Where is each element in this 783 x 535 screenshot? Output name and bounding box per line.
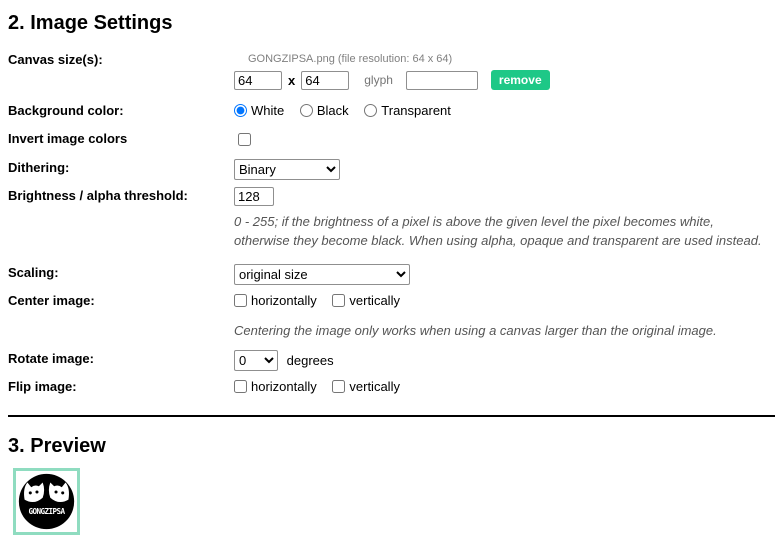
invert-colors-row: [8, 130, 775, 150]
bg-black-option[interactable]: [300, 102, 349, 119]
rotate-select[interactable]: [234, 350, 278, 371]
center-note-row: [8, 315, 775, 340]
canvas-height-input[interactable]: [301, 71, 349, 90]
threshold-description: 0 - 255; if the brightness of a pixel is above the given level the pixel becomes white, otherwise they become black. When using alpha, opaque and transparent are used instead.: [234, 214, 762, 248]
flip-image-label: Flip image:: [8, 379, 77, 394]
flip-horizontally-label: horizontally: [251, 379, 317, 394]
bg-white-option[interactable]: [234, 102, 284, 119]
preview-image-text: GONGZIPSA: [28, 506, 65, 516]
flip-image-row: [8, 378, 775, 397]
scaling-row: [8, 264, 775, 285]
glyph-input[interactable]: [406, 71, 478, 90]
preview-canvas: [13, 468, 80, 535]
section-divider: [8, 415, 775, 417]
size-separator: x: [288, 72, 296, 88]
preview-heading: 3. Preview: [8, 435, 106, 457]
bg-white-radio[interactable]: [234, 104, 247, 117]
center-vertically-option[interactable]: [332, 292, 400, 309]
canvas-size-row: [8, 51, 775, 90]
rotate-image-label: Rotate image:: [8, 351, 94, 366]
scaling-label: Scaling:: [8, 265, 59, 280]
center-note-text: Centering the image only works when using a canvas larger than the original image.: [234, 323, 717, 338]
flip-horizontally-checkbox[interactable]: [234, 380, 247, 393]
invert-colors-checkbox[interactable]: [238, 133, 251, 146]
file-info-text: GONGZIPSA.png (file resolution: 64 x 64): [248, 53, 453, 65]
threshold-input[interactable]: [234, 187, 274, 206]
flip-vertically-label: vertically: [349, 379, 400, 394]
dithering-row: [8, 159, 775, 180]
bg-transparent-option[interactable]: [364, 102, 451, 119]
bg-black-radio[interactable]: [300, 104, 313, 117]
glyph-label: glyph: [364, 72, 393, 87]
center-vertically-checkbox[interactable]: [332, 294, 345, 307]
preview-image: [16, 471, 77, 532]
canvas-size-label: Canvas size(s):: [8, 52, 103, 67]
flip-horizontally-option[interactable]: [234, 378, 317, 395]
flip-vertically-checkbox[interactable]: [332, 380, 345, 393]
center-horizontally-label: horizontally: [251, 293, 317, 308]
background-color-row: [8, 102, 775, 121]
bg-transparent-label: Transparent: [381, 103, 451, 118]
flip-vertically-option[interactable]: [332, 378, 400, 395]
threshold-label: Brightness / alpha threshold:: [8, 188, 188, 203]
bg-white-label: White: [251, 103, 285, 118]
rotate-image-row: [8, 350, 775, 371]
rotate-degrees-label: degrees: [286, 353, 334, 368]
center-vertically-label: vertically: [349, 293, 400, 308]
bg-transparent-radio[interactable]: [364, 104, 377, 117]
scaling-select[interactable]: [234, 264, 410, 285]
dithering-select[interactable]: [234, 159, 340, 180]
background-color-label: Background color:: [8, 103, 124, 118]
center-image-row: [8, 292, 775, 311]
canvas-width-input[interactable]: [234, 71, 282, 90]
remove-button[interactable]: remove: [491, 70, 550, 90]
settings-heading: 2. Image Settings: [8, 12, 173, 34]
bg-black-label: Black: [316, 103, 349, 118]
center-image-label: Center image:: [8, 293, 95, 308]
center-horizontally-checkbox[interactable]: [234, 294, 247, 307]
dithering-label: Dithering:: [8, 160, 70, 175]
center-horizontally-option[interactable]: [234, 292, 317, 309]
invert-colors-label: Invert image colors: [8, 131, 128, 146]
threshold-row: [8, 187, 775, 250]
